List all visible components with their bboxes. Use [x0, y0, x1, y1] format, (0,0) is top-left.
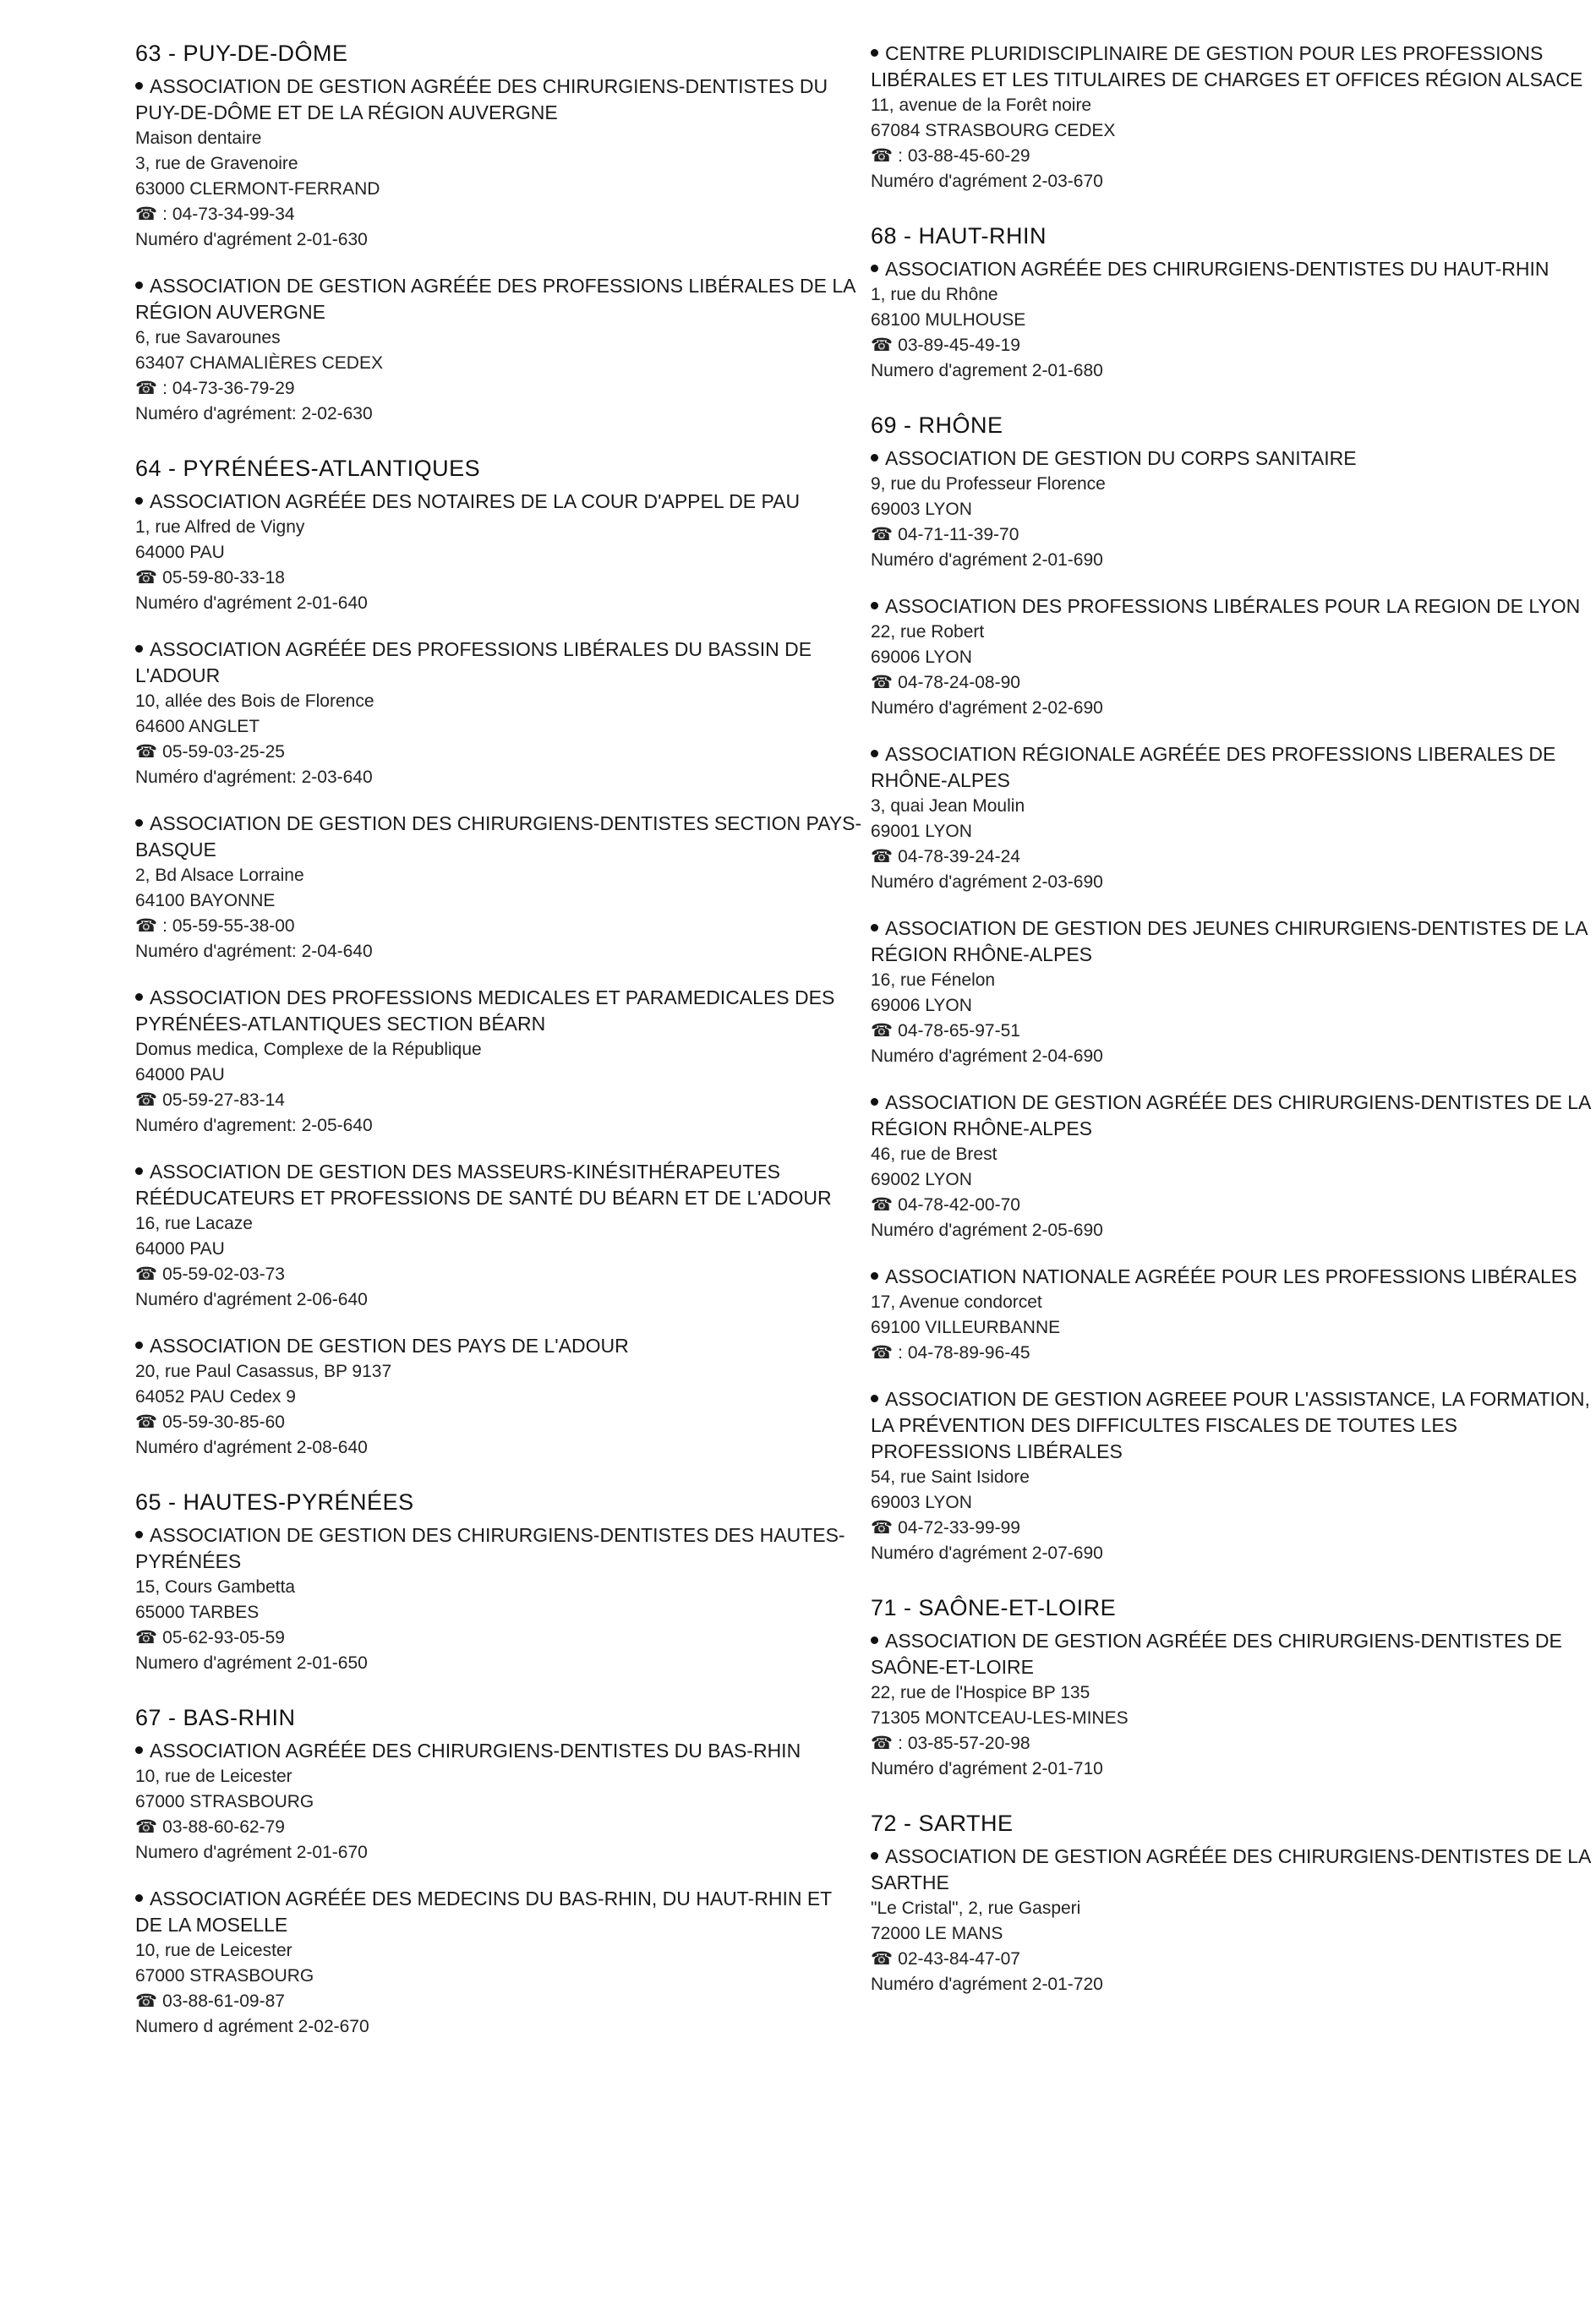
- right-column: [871, 41, 1596, 2026]
- telephone-icon: ☎: [135, 1817, 158, 1837]
- department-section: [871, 1811, 1596, 1997]
- phone-line: [871, 670, 1596, 696]
- telephone-icon: ☎: [135, 742, 158, 762]
- phone-line: [871, 1193, 1596, 1218]
- association-name: [871, 1386, 1596, 1465]
- association-name-text: ASSOCIATION DE GESTION AGREEE POUR L'ASSISTANCE, LA FORMATION, LA PRÉVENTION DES DIFFICULTES FISCALES DE TOUTES LES PROFESSIONS LIBÉRALES: [871, 1388, 1590, 1462]
- address-line: 54, rue Saint Isidore: [871, 1467, 1030, 1487]
- bullet-icon: [135, 1894, 143, 1902]
- address-line: 69001 LYON: [871, 822, 972, 841]
- association-name-text: ASSOCIATION DE GESTION DES PAYS DE L'ADOUR: [150, 1335, 629, 1357]
- address-line: 64052 PAU Cedex 9: [135, 1387, 296, 1407]
- association-entry: [871, 1844, 1596, 1997]
- left-column: [135, 41, 862, 2068]
- address-line: 64000 PAU: [135, 1239, 225, 1259]
- address-line: 1, rue du Rhône: [871, 285, 998, 304]
- agrement-number: Numéro d'agrément: 2-02-630: [135, 404, 373, 423]
- address-line: 69006 LYON: [871, 996, 972, 1015]
- association-name-text: CENTRE PLURIDISCIPLINAIRE DE GESTION POUR LES PROFESSIONS LIBÉRALES ET LES TITULAIRES DE CHARGES ET OFFICES RÉGION ALSACE: [871, 42, 1583, 90]
- phone-line: [135, 1989, 862, 2014]
- agrement-number: Numéro d'agrément 2-08-640: [135, 1438, 368, 1457]
- association-name: [135, 1886, 862, 1938]
- association-name-text: ASSOCIATION DE GESTION DU CORPS SANITAIRE: [885, 447, 1357, 469]
- telephone-icon: ☎: [871, 1195, 894, 1215]
- association-name-text: ASSOCIATION AGRÉÉE DES MEDECINS DU BAS-RHIN, DU HAUT-RHIN ET DE LA MOSELLE: [135, 1888, 832, 1936]
- address-line: 3, rue de Gravenoire: [135, 154, 298, 173]
- bullet-icon: [135, 1167, 143, 1175]
- address-line: 69003 LYON: [871, 500, 972, 519]
- phone-number: 04-71-11-39-70: [898, 525, 1019, 544]
- association-name-text: ASSOCIATION DE GESTION AGRÉÉE DES PROFESSIONS LIBÉRALES DE LA RÉGION AUVERGNE: [135, 275, 855, 323]
- association-name-text: ASSOCIATION DE GESTION AGRÉÉE DES CHIRURGIENS-DENTISTES DU PUY-DE-DÔME ET DE LA RÉGION AUVERGNE: [135, 75, 828, 123]
- department-section: [871, 412, 1596, 1566]
- address-line: 67000 STRASBOURG: [135, 1792, 314, 1811]
- telephone-icon: ☎: [871, 1734, 894, 1753]
- bullet-icon: [135, 82, 143, 90]
- association-name-text: ASSOCIATION NATIONALE AGRÉÉE POUR LES PROFESSIONS LIBÉRALES: [885, 1265, 1577, 1287]
- association-entry: [135, 1522, 862, 1676]
- agrement-number: Numéro d'agrément 2-01-630: [135, 230, 368, 249]
- bullet-icon: [135, 993, 143, 1001]
- bullet-icon: [871, 1272, 878, 1280]
- telephone-icon: ☎: [135, 379, 158, 398]
- association-name-text: ASSOCIATION DE GESTION DES CHIRURGIENS-DENTISTES SECTION PAYS-BASQUE: [135, 812, 862, 861]
- phone-line: [135, 565, 862, 591]
- phone-line: [871, 522, 1596, 548]
- association-name-text: ASSOCIATION DE GESTION AGRÉÉE DES CHIRURGIENS-DENTISTES DE LA SARTHE: [871, 1845, 1591, 1893]
- phone-number: : 04-78-89-96-45: [898, 1343, 1030, 1363]
- agrement-number: Numéro d'agrément 2-03-690: [871, 872, 1103, 892]
- phone-number: 04-78-39-24-24: [898, 847, 1020, 866]
- address-line: Maison dentaire: [135, 128, 262, 148]
- address-line: 22, rue Robert: [871, 622, 985, 642]
- association-entry: [135, 1738, 862, 1866]
- association-entry: [135, 1886, 862, 2040]
- agrement-number: Numéro d'agrément: 2-04-640: [135, 942, 373, 961]
- address-line: "Le Cristal", 2, rue Gasperi: [871, 1899, 1081, 1918]
- agrement-number: Numéro d'agrément 2-01-720: [871, 1975, 1103, 1994]
- address-line: 6, rue Savarounes: [135, 328, 281, 347]
- telephone-icon: ☎: [135, 205, 158, 224]
- phone-number: 03-88-60-62-79: [162, 1817, 285, 1837]
- agrement-number: Numéro d'agrément 2-01-690: [871, 550, 1103, 570]
- telephone-icon: ☎: [871, 1518, 894, 1538]
- department-heading: 64 - PYRÉNÉES-ATLANTIQUES: [135, 456, 481, 481]
- phone-number: 05-59-30-85-60: [162, 1412, 285, 1432]
- association-name: [135, 1333, 862, 1359]
- telephone-icon: ☎: [135, 1090, 158, 1110]
- phone-number: 05-59-03-25-25: [162, 742, 285, 762]
- association-entry: [871, 1264, 1596, 1366]
- association-name: [135, 1738, 862, 1764]
- address-line: 3, quai Jean Moulin: [871, 796, 1025, 816]
- bullet-icon: [135, 1341, 143, 1349]
- association-name: [135, 811, 862, 863]
- agrement-number: Numéro d'agrément 2-01-710: [871, 1759, 1103, 1778]
- agrement-number: Numéro d'agrément 2-03-670: [871, 172, 1103, 191]
- telephone-icon: ☎: [871, 1021, 894, 1041]
- department-section: [135, 41, 862, 427]
- bullet-icon: [871, 265, 878, 272]
- telephone-icon: ☎: [135, 1412, 158, 1432]
- agrement-number: Numero d'agrement 2-01-680: [871, 361, 1103, 380]
- association-name-text: ASSOCIATION DE GESTION DES CHIRURGIENS-DENTISTES DES HAUTES-PYRÉNÉES: [135, 1524, 845, 1572]
- phone-number: 04-72-33-99-99: [898, 1518, 1020, 1538]
- address-line: Domus medica, Complexe de la République: [135, 1040, 482, 1059]
- phone-line: [135, 914, 862, 939]
- phone-number: 05-59-02-03-73: [162, 1265, 285, 1284]
- telephone-icon: ☎: [871, 336, 894, 355]
- department-heading: 68 - HAUT-RHIN: [871, 223, 1047, 249]
- department-heading: 72 - SARTHE: [871, 1811, 1014, 1836]
- association-entry: [871, 1090, 1596, 1243]
- address-line: 69003 LYON: [871, 1493, 972, 1512]
- department-heading: 63 - PUY-DE-DÔME: [135, 41, 348, 66]
- phone-line: [135, 740, 862, 765]
- telephone-icon: ☎: [135, 1265, 158, 1284]
- association-name: [135, 1522, 862, 1575]
- association-name-text: ASSOCIATION AGRÉÉE DES CHIRURGIENS-DENTISTES DU BAS-RHIN: [150, 1740, 801, 1762]
- phone-line: [135, 376, 862, 402]
- association-name-text: ASSOCIATION DE GESTION DES MASSEURS-KINÉSITHÉRAPEUTES RÉÉDUCATEURS ET PROFESSIONS DE SANTÉ DU BÉARN ET DE L'ADOUR: [135, 1161, 832, 1209]
- phone-number: 04-78-65-97-51: [898, 1021, 1020, 1041]
- bullet-icon: [871, 49, 878, 57]
- agrement-number: Numéro d'agrément 2-02-690: [871, 698, 1103, 718]
- agrement-number: Numero d'agrément 2-01-670: [135, 1843, 368, 1862]
- phone-number: 05-62-93-05-59: [162, 1628, 285, 1647]
- association-name: [135, 273, 862, 325]
- agrement-number: Numéro d'agrément: 2-03-640: [135, 768, 373, 787]
- association-entry: [135, 811, 862, 964]
- association-entry: [871, 256, 1596, 384]
- association-name: [871, 41, 1596, 93]
- association-name: [871, 1844, 1596, 1896]
- association-name: [871, 593, 1596, 620]
- association-name-text: ASSOCIATION DES PROFESSIONS MEDICALES ET PARAMEDICALES DES PYRÉNÉES-ATLANTIQUES SECTION BÉARN: [135, 986, 835, 1035]
- address-line: 10, allée des Bois de Florence: [135, 691, 374, 711]
- address-line: 10, rue de Leicester: [135, 1941, 292, 1960]
- department-section: [135, 1705, 862, 2040]
- bullet-icon: [135, 819, 143, 827]
- address-line: 64100 BAYONNE: [135, 891, 276, 910]
- address-line: 63000 CLERMONT-FERRAND: [135, 179, 380, 199]
- phone-line: [871, 1516, 1596, 1541]
- phone-line: [135, 1815, 862, 1840]
- telephone-icon: ☎: [871, 847, 894, 866]
- association-name: [871, 445, 1596, 472]
- association-entry: [871, 1386, 1596, 1566]
- association-name-text: ASSOCIATION AGRÉÉE DES NOTAIRES DE LA COUR D'APPEL DE PAU: [150, 490, 801, 512]
- bullet-icon: [871, 454, 878, 462]
- phone-number: : 04-73-36-79-29: [162, 379, 295, 398]
- phone-number: 05-59-27-83-14: [162, 1090, 285, 1110]
- department-section: [135, 456, 862, 1461]
- bullet-icon: [871, 924, 878, 932]
- address-line: 16, rue Lacaze: [135, 1214, 253, 1233]
- phone-line: [871, 844, 1596, 870]
- association-entry: [135, 1159, 862, 1313]
- address-line: 69006 LYON: [871, 647, 972, 667]
- association-name-text: ASSOCIATION DE GESTION DES JEUNES CHIRURGIENS-DENTISTES DE LA RÉGION RHÔNE-ALPES: [871, 917, 1588, 965]
- address-line: 46, rue de Brest: [871, 1145, 998, 1164]
- telephone-icon: ☎: [871, 673, 894, 692]
- phone-number: 04-78-42-00-70: [898, 1195, 1020, 1215]
- phone-number: 03-88-61-09-87: [162, 1991, 285, 2011]
- association-entry: [871, 445, 1596, 573]
- phone-line: [871, 333, 1596, 358]
- bullet-icon: [135, 645, 143, 653]
- agrement-number: Numéro d'agrément 2-06-640: [135, 1290, 368, 1309]
- phone-line: [871, 1731, 1596, 1757]
- bullet-icon: [135, 281, 143, 289]
- address-line: 9, rue du Professeur Florence: [871, 474, 1106, 494]
- association-name-text: ASSOCIATION DE GESTION AGRÉÉE DES CHIRURGIENS-DENTISTES DE LA RÉGION RHÔNE-ALPES: [871, 1091, 1591, 1139]
- phone-line: [135, 1262, 862, 1287]
- phone-line: [871, 1947, 1596, 1972]
- address-line: 69002 LYON: [871, 1170, 972, 1189]
- telephone-icon: ☎: [871, 146, 894, 166]
- association-name: [135, 637, 862, 689]
- phone-number: 02-43-84-47-07: [898, 1949, 1020, 1969]
- address-line: 10, rue de Leicester: [135, 1767, 292, 1786]
- association-name: [871, 1264, 1596, 1290]
- phone-line: [135, 202, 862, 227]
- phone-number: 04-78-24-08-90: [898, 673, 1020, 692]
- association-entry: [871, 593, 1596, 721]
- association-name-text: ASSOCIATION AGRÉÉE DES PROFESSIONS LIBÉRALES DU BASSIN DE L'ADOUR: [135, 638, 812, 686]
- association-name-text: ASSOCIATION RÉGIONALE AGRÉÉE DES PROFESSIONS LIBERALES DE RHÔNE-ALPES: [871, 743, 1556, 791]
- address-line: 22, rue de l'Hospice BP 135: [871, 1683, 1090, 1702]
- bullet-icon: [871, 1852, 878, 1860]
- department-heading: 65 - HAUTES-PYRÉNÉES: [135, 1489, 414, 1515]
- department-heading: 69 - RHÔNE: [871, 412, 1003, 438]
- agrement-number: Numero d'agrément 2-01-650: [135, 1653, 368, 1673]
- association-entry: [871, 741, 1596, 895]
- telephone-icon: ☎: [871, 1343, 894, 1363]
- address-line: 67000 STRASBOURG: [135, 1966, 314, 1986]
- association-name: [871, 1628, 1596, 1680]
- association-name-text: ASSOCIATION AGRÉÉE DES CHIRURGIENS-DENTISTES DU HAUT-RHIN: [885, 258, 1550, 280]
- phone-line: [871, 1341, 1596, 1366]
- telephone-icon: ☎: [135, 568, 158, 587]
- phone-number: : 04-73-34-99-34: [162, 205, 295, 224]
- telephone-icon: ☎: [135, 1991, 158, 2011]
- department-section: [135, 1489, 862, 1676]
- agrement-number: Numéro d'agrément 2-04-690: [871, 1046, 1103, 1066]
- association-name-text: ASSOCIATION DES PROFESSIONS LIBÉRALES POUR LA REGION DE LYON: [885, 595, 1581, 617]
- department-section: [871, 1595, 1596, 1782]
- address-line: 15, Cours Gambetta: [135, 1577, 296, 1597]
- address-line: 16, rue Fénelon: [871, 970, 996, 990]
- association-name: [871, 256, 1596, 282]
- bullet-icon: [871, 602, 878, 609]
- phone-line: [135, 1625, 862, 1651]
- telephone-icon: ☎: [135, 1628, 158, 1647]
- agrement-number: Numéro d'agrément 2-01-640: [135, 593, 368, 613]
- telephone-icon: ☎: [135, 916, 158, 936]
- phone-line: [871, 1019, 1596, 1044]
- agrement-number: Numéro d'agrément 2-05-690: [871, 1221, 1103, 1240]
- telephone-icon: ☎: [871, 1949, 894, 1969]
- address-line: 64000 PAU: [135, 1065, 225, 1085]
- agrement-number: Numéro d'agrement: 2-05-640: [135, 1116, 373, 1135]
- association-name-text: ASSOCIATION DE GESTION AGRÉÉE DES CHIRURGIENS-DENTISTES DE SAÔNE-ET-LOIRE: [871, 1630, 1562, 1678]
- department-heading: 71 - SAÔNE-ET-LOIRE: [871, 1595, 1117, 1620]
- address-line: 20, rue Paul Casassus, BP 9137: [135, 1362, 392, 1381]
- phone-number: : 03-85-57-20-98: [898, 1734, 1030, 1753]
- address-line: 67084 STRASBOURG CEDEX: [871, 121, 1116, 140]
- bullet-icon: [135, 1746, 143, 1754]
- address-line: 64600 ANGLET: [135, 717, 260, 736]
- association-name: [135, 1159, 862, 1211]
- association-name: [871, 915, 1596, 968]
- phone-number: : 05-59-55-38-00: [162, 916, 295, 936]
- address-line: 64000 PAU: [135, 543, 225, 562]
- phone-line: [135, 1088, 862, 1113]
- bullet-icon: [135, 1531, 143, 1538]
- address-line: 69100 VILLEURBANNE: [871, 1318, 1061, 1337]
- association-name: [135, 489, 862, 515]
- agrement-number: Numero d agrément 2-02-670: [135, 2017, 369, 2036]
- telephone-icon: ☎: [871, 525, 894, 544]
- address-line: 11, avenue de la Forêt noire: [871, 96, 1092, 115]
- association-entry: [871, 915, 1596, 1069]
- address-line: 1, rue Alfred de Vigny: [135, 517, 305, 537]
- phone-number: : 03-88-45-60-29: [898, 146, 1030, 166]
- association-name: [135, 74, 862, 126]
- address-line: 17, Avenue condorcet: [871, 1292, 1042, 1312]
- phone-line: [871, 144, 1596, 169]
- address-line: 72000 LE MANS: [871, 1924, 1003, 1943]
- association-entry: [135, 74, 862, 253]
- address-line: 68100 MULHOUSE: [871, 310, 1026, 330]
- department-section: [871, 223, 1596, 384]
- phone-line: [135, 1410, 862, 1435]
- bullet-icon: [135, 497, 143, 505]
- phone-number: 05-59-80-33-18: [162, 568, 285, 587]
- address-line: 71305 MONTCEAU-LES-MINES: [871, 1708, 1129, 1728]
- bullet-icon: [871, 1636, 878, 1644]
- bullet-icon: [871, 1098, 878, 1106]
- association-name: [871, 741, 1596, 794]
- bullet-icon: [871, 1395, 878, 1402]
- bullet-icon: [871, 750, 878, 757]
- association-entry: [871, 1628, 1596, 1782]
- phone-number: 03-89-45-49-19: [898, 336, 1020, 355]
- address-line: 63407 CHAMALIÈRES CEDEX: [135, 353, 383, 373]
- department-section: [871, 41, 1596, 194]
- association-entry: [135, 1333, 862, 1461]
- agrement-number: Numéro d'agrément 2-07-690: [871, 1543, 1103, 1563]
- address-line: 2, Bd Alsace Lorraine: [135, 866, 304, 885]
- association-entry: [135, 637, 862, 790]
- association-entry: [135, 985, 862, 1139]
- association-name: [871, 1090, 1596, 1142]
- association-entry: [135, 489, 862, 616]
- department-heading: 67 - BAS-RHIN: [135, 1705, 296, 1730]
- address-line: 65000 TARBES: [135, 1603, 260, 1622]
- association-entry: [871, 41, 1596, 194]
- association-entry: [135, 273, 862, 427]
- association-name: [135, 985, 862, 1037]
